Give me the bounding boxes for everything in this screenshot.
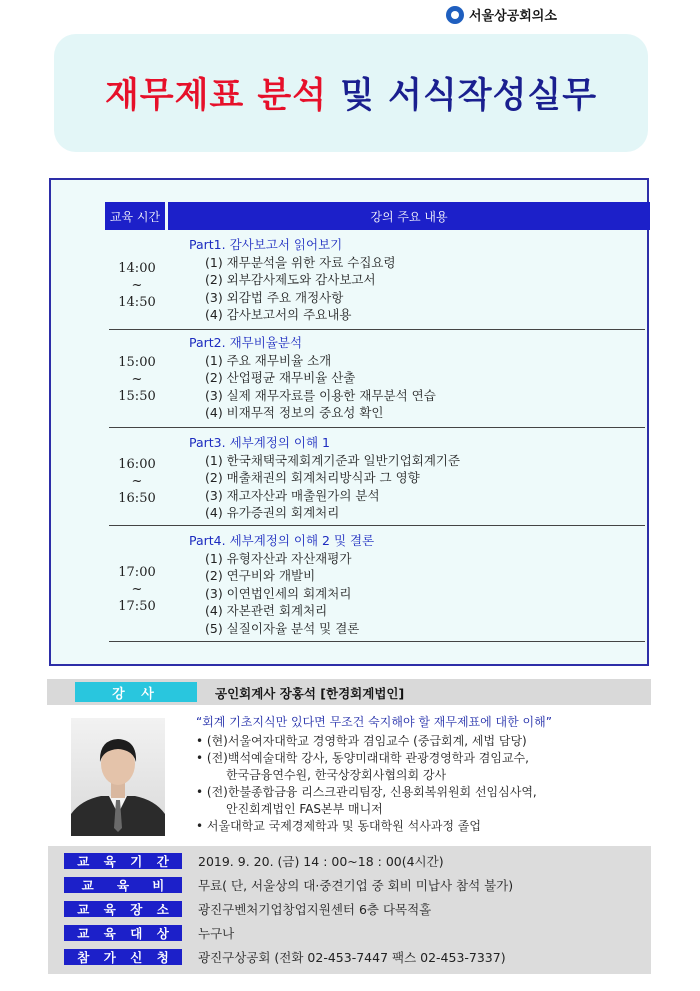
info-value: 무료( 단, 서울상의 대·중견기업 중 회비 미납사 참석 불가): [198, 878, 514, 893]
label-char: 가: [103, 950, 116, 965]
part-body: [189, 236, 396, 324]
time-sep: ~: [131, 474, 143, 489]
label-char: 육: [103, 902, 116, 917]
info-label: [64, 853, 182, 869]
info-label: [64, 877, 182, 893]
schedule-part: [109, 428, 645, 526]
label-char: 대: [130, 926, 143, 941]
label-char: 참: [77, 950, 90, 965]
label-char: 교: [77, 902, 90, 917]
time-sep: ~: [131, 278, 143, 293]
part-item: (2) 매출채권의 회계처리방식과 그 영향: [205, 470, 420, 485]
time-end: 14:50: [118, 295, 156, 310]
label-char: 교: [77, 854, 90, 869]
part-item: (2) 외부감사제도와 감사보고서: [205, 272, 376, 287]
part-item: (2) 연구비와 개발비: [205, 568, 316, 583]
time-start: 17:00: [118, 565, 156, 580]
title-part2: 및 서식작성실무: [340, 76, 598, 116]
time-sep: ~: [131, 372, 143, 387]
bio-line: • (전)한불종합금융 리스크관리팀장, 신용회복위원회 선임심사역,: [196, 785, 537, 799]
time-end: 15:50: [118, 389, 156, 404]
part-item: (3) 재고자산과 매출원가의 분석: [205, 487, 380, 503]
time-start: 14:00: [118, 261, 156, 276]
schedule-part: [109, 330, 645, 428]
label-char: 교: [77, 926, 90, 941]
label-char: 비: [152, 878, 165, 893]
label-char: 간: [156, 854, 169, 869]
part-time: [109, 354, 165, 405]
label-char: 육: [103, 854, 116, 869]
part-body: [189, 532, 374, 637]
part-title: Part3. 세부계정의 이해 1: [189, 435, 331, 450]
label-char: 육: [103, 926, 116, 941]
schedule-part: [109, 234, 645, 330]
info-label: [64, 901, 182, 917]
time-start: 15:00: [118, 355, 156, 370]
bio-line: 안진회계법인 FAS본부 매니저: [226, 802, 383, 816]
part-item: (4) 감사보고서의 주요내용: [205, 307, 352, 322]
label-char: 육: [116, 878, 130, 893]
time-end: 17:50: [118, 599, 156, 614]
label-char: 기: [130, 854, 143, 869]
bio-line: • 서울대학교 국제경제학과 및 동대학원 석사과정 졸업: [196, 819, 481, 833]
info-value: 누구나: [198, 926, 235, 941]
lecturer-photo: [71, 718, 165, 836]
page-title: [105, 68, 597, 118]
part-time: [109, 260, 165, 311]
org-logo: [446, 5, 557, 24]
info-label: [64, 925, 182, 941]
part-body: [189, 334, 436, 422]
part-item: (3) 외감법 주요 개정사항: [205, 289, 344, 305]
part-body: [189, 434, 460, 522]
person-portrait-icon: [71, 718, 165, 836]
lecturer-bio: [196, 714, 552, 835]
chamber-logo-icon: [446, 6, 464, 24]
schedule-header: [105, 202, 650, 230]
part-item: (5) 실질이자율 분석 및 결론: [205, 620, 360, 636]
part-item: (3) 실제 재무자료를 이용한 재무분석 연습: [205, 387, 436, 403]
part-time: [109, 564, 165, 615]
part-item: (1) 주요 재무비율 소개: [205, 352, 332, 368]
title-part1: 재무제표 분석: [104, 76, 327, 116]
part-item: (1) 한국채택국제회계기준과 일반기업회계기준: [205, 452, 461, 468]
time-sep: ~: [131, 582, 143, 597]
part-title: Part2. 재무비율분석: [189, 335, 303, 350]
part-title: Part4. 세부계정의 이해 2 및 결론: [189, 533, 375, 548]
part-time: [109, 456, 165, 507]
org-name: 서울상공회의소: [469, 9, 557, 24]
part-item: (3) 이연법인세의 회계처리: [205, 585, 352, 601]
label-char: 청: [156, 950, 169, 965]
schedule-box: [49, 178, 649, 666]
bio-quote: “회계 기초지식만 있다면 무조건 숙지해야 할 재무제표에 대한 이해”: [196, 715, 552, 729]
part-title: Part1. 감사보고서 읽어보기: [189, 237, 343, 252]
info-value: 광진구벤처기업창업지원센터 6층 다목적홀: [198, 902, 432, 917]
bio-line: • (현)서울여자대학교 경영학과 겸임교수 (중급회계, 세법 담당): [196, 734, 527, 748]
info-panel: [48, 846, 651, 974]
bio-line: 한국금융연수원, 한국상장회사협의회 강사: [226, 768, 447, 782]
lecturer-tag: 강 사: [75, 682, 197, 702]
part-item: (4) 자본관련 회계처리: [205, 603, 328, 618]
header-content: 강의 주요 내용: [168, 202, 650, 230]
info-label: [64, 949, 182, 965]
schedule-part: [109, 526, 645, 642]
label-char: 장: [130, 902, 143, 917]
time-start: 16:00: [118, 457, 156, 472]
lecturer-name: 공인회계사 장홍석 [한경회계법인]: [215, 686, 405, 701]
part-item: (4) 비재무적 정보의 중요성 확인: [205, 405, 384, 420]
time-end: 16:50: [118, 491, 156, 506]
part-item: (2) 산업평균 재무비율 산출: [205, 370, 356, 385]
bio-line: • (전)백석예술대학 강사, 동양미래대학 관광경영학과 겸임교수,: [196, 751, 529, 765]
label-char: 상: [156, 926, 169, 941]
lecturer-bar: [47, 679, 651, 705]
info-value: 광진구상공회 (전화 02-453-7447 팩스 02-453-7337): [198, 950, 506, 965]
label-char: 소: [156, 902, 169, 917]
part-item: (1) 유형자산과 자산재평가: [205, 550, 352, 566]
part-item: (1) 재무분석을 위한 자료 수집요령: [205, 254, 396, 270]
part-item: (4) 유가증권의 회계처리: [205, 505, 340, 520]
header-time: 교육 시간: [105, 202, 165, 230]
label-char: 교: [81, 878, 94, 893]
label-char: 신: [130, 950, 143, 965]
info-value: 2019. 9. 20. (금) 14 : 00~18 : 00(4시간): [198, 854, 444, 869]
title-banner: [54, 34, 648, 152]
